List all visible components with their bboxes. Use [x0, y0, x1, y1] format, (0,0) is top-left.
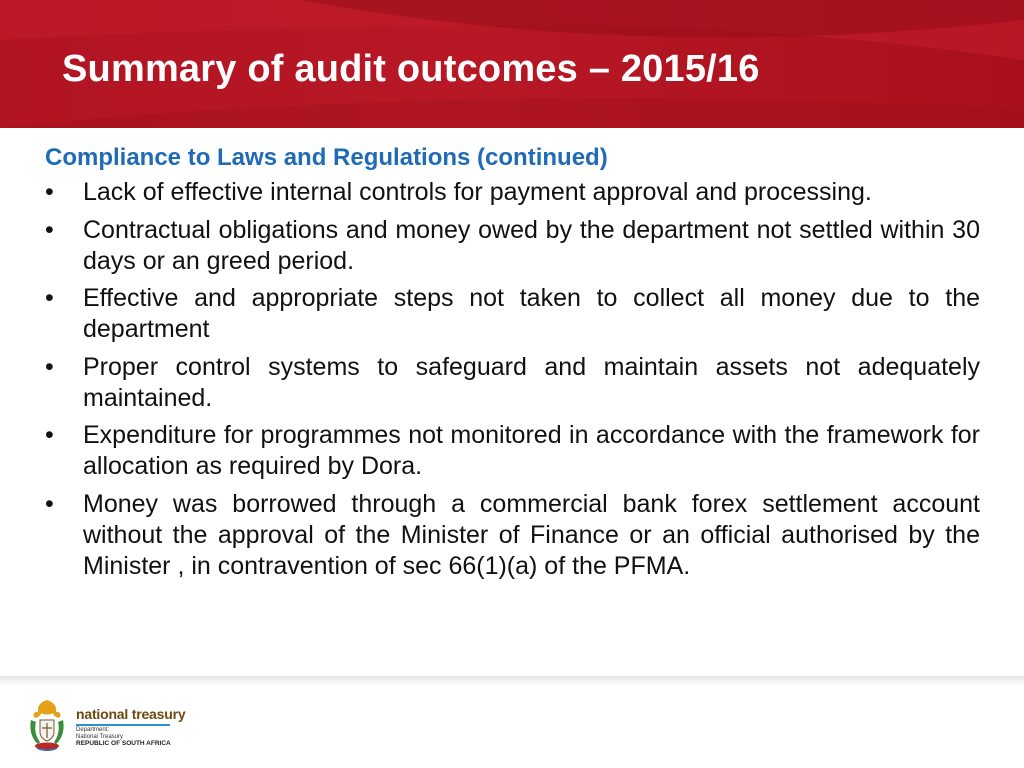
list-item — [45, 420, 980, 482]
bullet-text: Contractual obligations and money owed by the department not settled within 30 days or an greed period. — [83, 215, 980, 275]
department-label: Department: — [76, 727, 110, 733]
bullet-icon: • — [45, 178, 54, 206]
list-item — [45, 489, 980, 582]
brand-underline — [76, 724, 170, 726]
bullet-icon: • — [45, 421, 54, 449]
bullet-icon: • — [45, 284, 54, 312]
country-name: REPUBLIC OF SOUTH AFRICA — [76, 740, 171, 747]
slide-body — [45, 141, 980, 588]
footer-logo — [28, 698, 228, 754]
footer-divider — [0, 676, 1024, 686]
bullet-text: Effective and appropriate steps not taken to collect all money due to the department — [83, 284, 980, 343]
bullet-text: Expenditure for programmes not monitored in accordance with the framework for allocation as required by Dora. — [83, 421, 980, 480]
list-item — [45, 352, 980, 414]
department-name: National Treasury — [76, 734, 124, 740]
bullet-text: Proper control systems to safeguard and maintain assets not adequately maintained. — [83, 352, 980, 412]
bullet-text: Lack of effective internal controls for payment approval and processing. — [83, 178, 872, 206]
slide-title: Summary of audit outcomes – 2015/16 — [62, 48, 760, 90]
coat-of-arms-icon — [28, 698, 66, 752]
bullet-text: Money was borrowed through a commercial bank forex settlement account without the approval of the Minister of Finance or an official authorised by the Minister , in contravention of sec 66(1)(a) of the PFMA. — [83, 489, 980, 580]
list-item — [45, 177, 980, 208]
title-banner — [0, 0, 1024, 128]
brand-name: national treasury — [76, 706, 186, 722]
bullet-icon: • — [45, 489, 54, 518]
list-item — [45, 215, 980, 277]
bullet-list — [45, 177, 980, 582]
list-item — [45, 283, 980, 345]
bullet-icon: • — [45, 215, 54, 244]
bullet-icon: • — [45, 352, 54, 381]
section-subheading: Compliance to Laws and Regulations (continued) — [45, 144, 608, 171]
